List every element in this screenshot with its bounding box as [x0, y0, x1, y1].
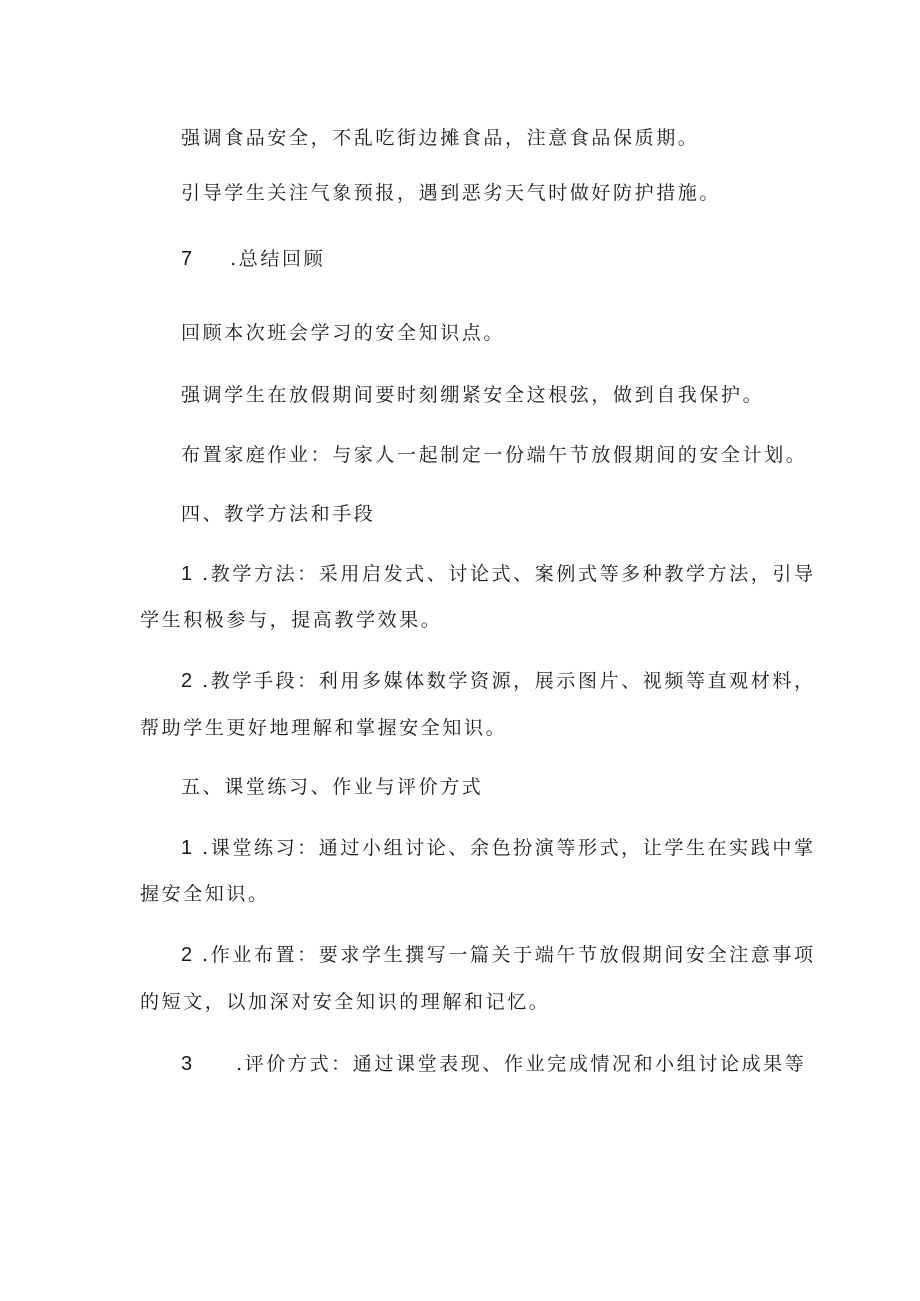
- item-text: .教学方法：采用启发式、讨论式、案例式等多种教学方法，引导: [202, 563, 816, 585]
- item-number: 1: [181, 837, 193, 859]
- method-item-1: [181, 560, 816, 588]
- practice-item-1: [181, 834, 816, 862]
- method-item-2: [181, 667, 816, 695]
- practice-item-1-continued: 握安全知识。: [140, 883, 270, 905]
- item-number: 2: [181, 670, 193, 692]
- item-number: 2: [181, 944, 193, 966]
- paragraph-self-protection: 强调学生在放假期间要时刻绷紧安全这根弦，做到自我保护。: [181, 384, 765, 406]
- paragraph-weather: 引导学生关注气象预报，遇到恶劣天气时做好防护措施。: [181, 182, 722, 204]
- method-item-2-continued: 帮助学生更好地理解和掌握安全知识。: [140, 717, 508, 739]
- item-number: 7: [181, 248, 193, 270]
- method-item-1-continued: 学生积极参与，提高教学效果。: [140, 609, 443, 631]
- item-number: 1: [181, 563, 193, 585]
- paragraph-review-knowledge: 回顾本次班会学习的安全知识点。: [181, 322, 506, 344]
- paragraph-homework: 布置家庭作业：与家人一起制定一份端午节放假期间的安全计划。: [181, 444, 808, 466]
- practice-item-3: [181, 1050, 806, 1078]
- practice-item-2-continued: 的短文，以加深对安全知识的理解和记忆。: [140, 991, 551, 1013]
- item-text: .评价方式：通过课堂表现、作业完成情况和小组讨论成果等: [236, 1053, 807, 1075]
- item-text: .作业布置：要求学生撰写一篇关于端午节放假期间安全注意事项: [202, 944, 816, 966]
- paragraph-food-safety: 强调食品安全，不乱吃街边摊食品，注意食品保质期。: [181, 127, 700, 149]
- heading-summary-review: [181, 245, 325, 273]
- section-heading-4: 四、教学方法和手段: [181, 503, 376, 525]
- section-heading-5: 五、课堂练习、作业与评价方式: [181, 776, 484, 798]
- item-text: .教学手段：利用多媒体数学资源，展示图片、视频等直观材料，: [202, 670, 816, 692]
- item-text: .课堂练习：通过小组讨论、余色扮演等形式，让学生在实践中掌: [202, 837, 816, 859]
- practice-item-2: [181, 941, 816, 969]
- item-text: .总结回顾: [230, 248, 326, 270]
- item-number: 3: [181, 1053, 193, 1075]
